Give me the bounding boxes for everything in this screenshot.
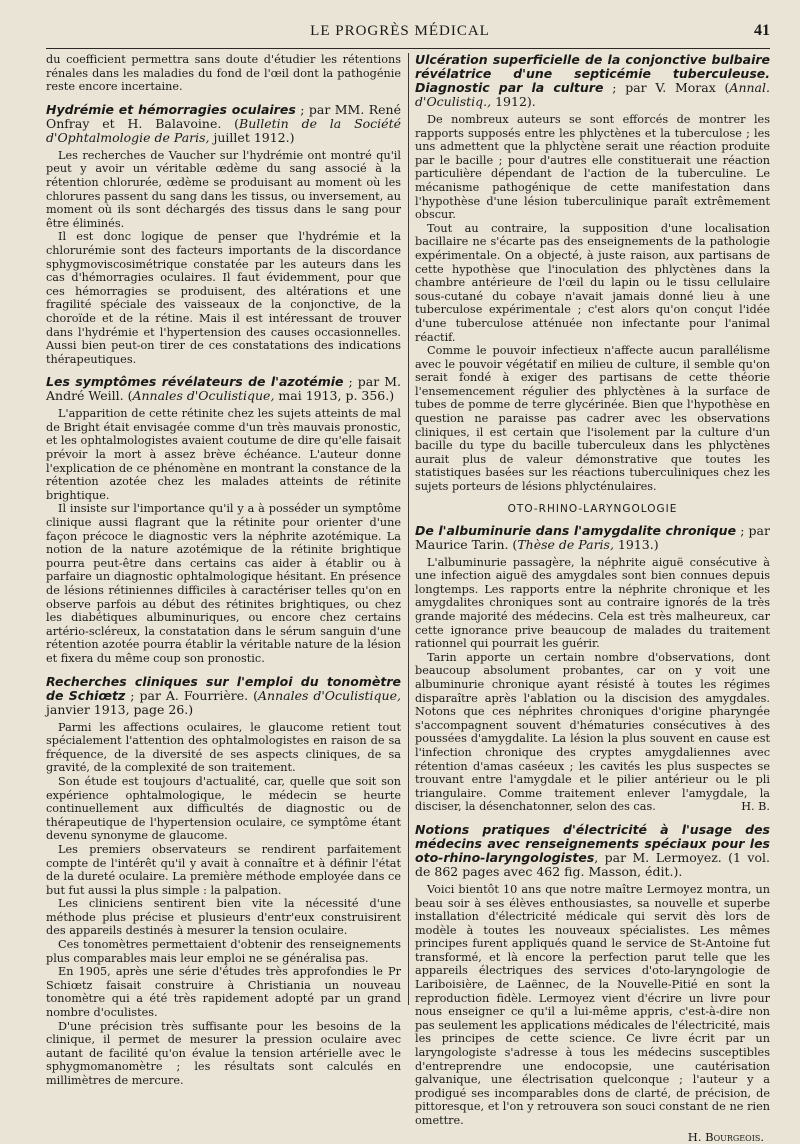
article-paragraph: Les cliniciens sentirent bien vite la nécessité d'une méthode plus précise et plusieurs d'entr'eux construisirent des appareils destinés à mesurer la tension oculaire. [46,897,401,938]
article-date: 1912). [491,94,536,109]
article-paragraph: En 1905, après une série d'études très approfondies le Pr Schiœtz faisait construire à Christiania un nouveau tonomètre qui a été très rapidement adopté par un grand nombre d'oculistes. [46,965,401,1020]
article-paragraph: Son étude est toujours d'actualité, car, quelle que soit son expérience ophtalmologique, le médecin se heurte continuellement aux difficultés de diagnostic ou de thérapeutique de l'hypertension oculaire, ce symptôme étant devenu synonyme de glaucome. [46,774,401,843]
article-heading [46,675,401,717]
continued-paragraph: du coefficient permettra sans doute d'étudier les rétentions rénales dans les maladies du fond de l'œil dont la pathogénie reste encore incertaine. [46,53,401,94]
article-date: juillet 1912.) [209,129,295,145]
journal-title: LE PROGRÈS MÉDICAL [310,23,490,39]
article-date: mai 1913, p. 356.) [274,388,395,404]
article-heading [46,103,401,145]
article-byline: , par M. Lermoyez. (1 vol. de 862 pages avec 462 fig. Masson, édit.). [415,849,770,879]
article-byline: ; par Maurice Tarin. ( [415,522,770,552]
article-heading [415,524,770,552]
article-date: 1913.) [613,536,659,552]
article-paragraph: Tout au contraire, la supposition d'une localisation bacillaire ne s'écarte pas des enseignements de la pathologie expérimentale. On a objecté, à juste raison, aux partisans de cette hypothèse que l'inoculation des phlyctènes dans la chambre antérieure de l'œil du lapin ou le tissu cellulaire sous-cutané du cobaye n'avait jamais donné lieu à une tuberculose expérimentale ; c'est alors qu'on conçut l'idée d'une tuberculose atténuée non infectante pour l'animal réactif. [415,221,770,344]
article-paragraph: Il insiste sur l'importance qu'il y a à posséder un symptôme clinique aussi flagrant que la rétinite pour orienter d'une façon précoce le diagnostic vers la néphrite azotémique. La notion de la nature azotémique de la rétinite brightique pourra peut-être dans certains cas aider à établir ou à parfaire un diagnostic ophtalmologique hésitant. En présence de lésions rétiniennes difficiles à caractériser telles qu'on en observe parfois au début des rétinites brightiques, ou chez les diabétiques albuminuriques, ou encore chez certains artério-scléreux, la constatation dans le sérum sanguin d'une rétention azotée pourra établir la véritable nature de la lésion et fixera du même coup son pronostic. [46,502,401,665]
running-head [46,22,770,49]
article-paragraph: D'une précision très suffisante pour les besoins de la clinique, il permet de mesurer la pression oculaire avec autant de facilité qu'on évalue la tension artérielle avec le sphygmomanomètre ; les résultats sont calculés en millimètres de mercure. [46,1019,401,1087]
article-title: Hydrémie et hémorragies oculaires [46,101,296,117]
article-source: Thèse de Paris, [517,536,614,552]
article-paragraph-text: Tarin apporte un certain nombre d'observations, dont beaucoup absolument probantes, car on y voit une albuminurie chronique ayant résisté à toutes les régimes disparaître après l'ablation ou la discision des amygdales. Notons que ces néphrites chroniques d'origine pharyngée s'accompagnent souvent d'hématuries consécutives à des poussées d'amygdalite. La lésion la plus souvent en cause est l'infection chronique des cryptes amygdaliennes avec rétention d'amas caséeux ; les cavités les plus suspectes se trouvant entre l'amygdale et le pilier antérieur ou le pli triangulaire. Comme traitement enlever l'amygdale, la disciser, la désenchatonner, selon des cas. [415,650,770,814]
article-title: Les symptômes révélateurs de l'azotémie [46,374,344,390]
right-column [415,52,770,1144]
article-heading [415,823,770,879]
column-rule [408,53,409,1005]
article-byline: ; par MM. René Onfray et H. Balavoine. ( [46,101,401,131]
article-paragraph: De nombreux auteurs se sont efforcés de montrer les rapports supposés entre les phlyctènes et la tuberculose ; les uns admettent que la phlyctène serait une réaction produite par le bacille ; pour d'autres elle constituerait une réaction particulière dépendant de l'action de la tuberculine. Le mécanisme pathogénique de cette manifestation dans l'hypothèse d'une lésion tuberculinique paraît extrêmement obscur. [415,113,770,222]
article-source: Annales d'Oculistique, [132,388,275,404]
article-source: Annales d'Oculistique, [258,687,401,703]
article-source: Annal. d'Oculistiq., [415,80,770,109]
left-column [46,53,401,1087]
article-paragraph: L'albuminurie passagère, la néphrite aiguë consécutive à une infection aiguë des amygdales sont bien connues depuis longtemps. Les rapports entre la néphrite chronique et les amygdalites chroniques sont au contraire ignorés de la très grande majorité des médecins. Cela est très malheureux, car cette ignorance prive beaucoup de malades du traitement rationnel qui pourrait les guérir. [415,555,770,651]
article-byline: ; par A. Fourrière. ( [125,687,258,703]
author-signature: H. Bourgeois. [687,1129,764,1144]
article-paragraph: Les premiers observateurs se rendirent parfaitement compte de l'intérêt qu'il y avait à connaître et à définir l'état de la dureté oculaire. La première méthode employée dans ce but fut aussi la plus simple : la palpation. [46,842,401,897]
article-byline: ; par M. André Weill. ( [46,374,401,404]
article-heading [415,53,770,109]
two-column-body [46,52,770,1144]
author-initials: H. B. [741,800,770,814]
article-date: janvier 1913, page 26.) [46,701,194,717]
article-paragraph: Voici bientôt 10 ans que notre maître Lermoyez montra, un beau soir à ses élèves enthousiastes, sa nouvelle et superbe installation d'électricité médicale qui servit dès lors de modèle à toutes les nouveaux spécialistes. Les mêmes principes furent appliqués quand le service de St-Antoine fut transformé, et là encore la perfection parut telle que les appareils électriques des services d'oto-laryngologie de Lariboisière, de Laënnec, de la Nouvelle-Pitié en sont la reproduction fidèle. Lermoyez vient d'écrire un livre pour nous enseigner ce qu'il a lui-même appris, c'est-à-dire non pas seulement les applications médicales de l'électricité, mais les principes de cette science. Ce livre écrit par un laryngologiste s'adresse à tous les médecins susceptibles d'entreprendre une endocopsie, une cautérisation galvanique, une électrisation quelconque ; l'auteur y a prodigué ses incomparables dons de clarté, de précision, de pittoresque, et l'on y retrouvera son souci constant de ne rien omettre. [415,882,770,1127]
section-title: OTO-RHINO-LARYNGOLOGIE [507,502,678,515]
article-paragraph: Ces tonomètres permettaient d'obtenir des renseignements plus comparables mais leur emploi ne se généralisa pas. [46,938,401,965]
article-paragraph: Comme le pouvoir infectieux n'affecte aucun parallélisme avec le pouvoir végétatif en milieu de culture, il semble qu'on serait fondé à exiger des partisans de cette théorie l'ensemencement régulier des phlyctènes à la surface de tubes de pomme de terre glycérinée. Bien que l'hypothèse en question ne paraisse pas cadrer avec les observations cliniques, il est certain que l'isolement par la culture d'un bacille du type du bacille tuberculeux dans les phlyctènes aurait plus de valeur démonstrative que toutes les statistiques basées sur les réactions tuberculiniques chez les sujets porteurs de lésions phlycténulaires. [415,344,770,494]
article-byline: ; par V. Morax ( [603,80,730,95]
article-title: Notions pratiques d'électricité à l'usage des médecins avec renseignements spéciaux pour les oto-rhino-laryngologistes [415,821,770,865]
article-heading [46,375,401,403]
article-paragraph [415,651,770,814]
article-paragraph: Il est donc logique de penser que l'hydrémie et la chlorurémie sont des facteurs importants de la discordance sphygmoviscosimétrique constatée par les auteurs dans les cas d'hémorragies oculaires. Il faut évidemment, pour que ces hémorragies se produisent, des altérations et une fragilité spéciale des vaisseaux de la conjonctive, de la choroïde et de la rétine. Mais il est intéressant de trouver dans l'hydrémie et l'hypertension des causes occasionnelles. Aussi bien peut-on tirer de ces constatations des indications thérapeutiques. [46,230,401,366]
page-number: 41 [754,22,770,39]
article-paragraph: L'apparition de cette rétinite chez les sujets atteints de mal de Bright était envisagée comme d'un très mauvais pronostic, et les ophtalmologistes avaient coutume de dire qu'elle faisait prévoir la mort à assez brève échéance. L'auteur donne l'explication de ce phénomène en montrant la constance de la rétention azotée chez les malades atteints de rétinite brightique. [46,407,401,502]
article-paragraph: Parmi les affections oculaires, le glaucome retient tout spécialement l'attention des ophtalmologistes en raison de sa fréquence, de la diversité de ses aspects cliniques, de sa gravité, de la complexité de son traitement. [46,720,401,775]
article-title: Recherches cliniques sur l'emploi du tonomètre de Schiœtz [46,673,401,703]
article-title: De l'albuminurie dans l'amygdalite chronique [415,522,737,538]
article-source: Bulletin de la Société d'Ophtalmologie de Paris, [46,115,401,145]
article-title: Ulcération superficielle de la conjonctive bulbaire révélatrice d'une septicémie tuberculeuse. Diagnostic par la culture [415,52,770,95]
article-paragraph: Les recherches de Vaucher sur l'hydrémie ont montré qu'il peut y avoir un véritable œdème du sang associé à la rétention chlorurée, œdème se produisant au moment où les chlorures passent du sang dans les tissus, ou inversement, au moment où ils sont déchargés des tissus dans le sang pour être éliminés. [46,148,401,230]
